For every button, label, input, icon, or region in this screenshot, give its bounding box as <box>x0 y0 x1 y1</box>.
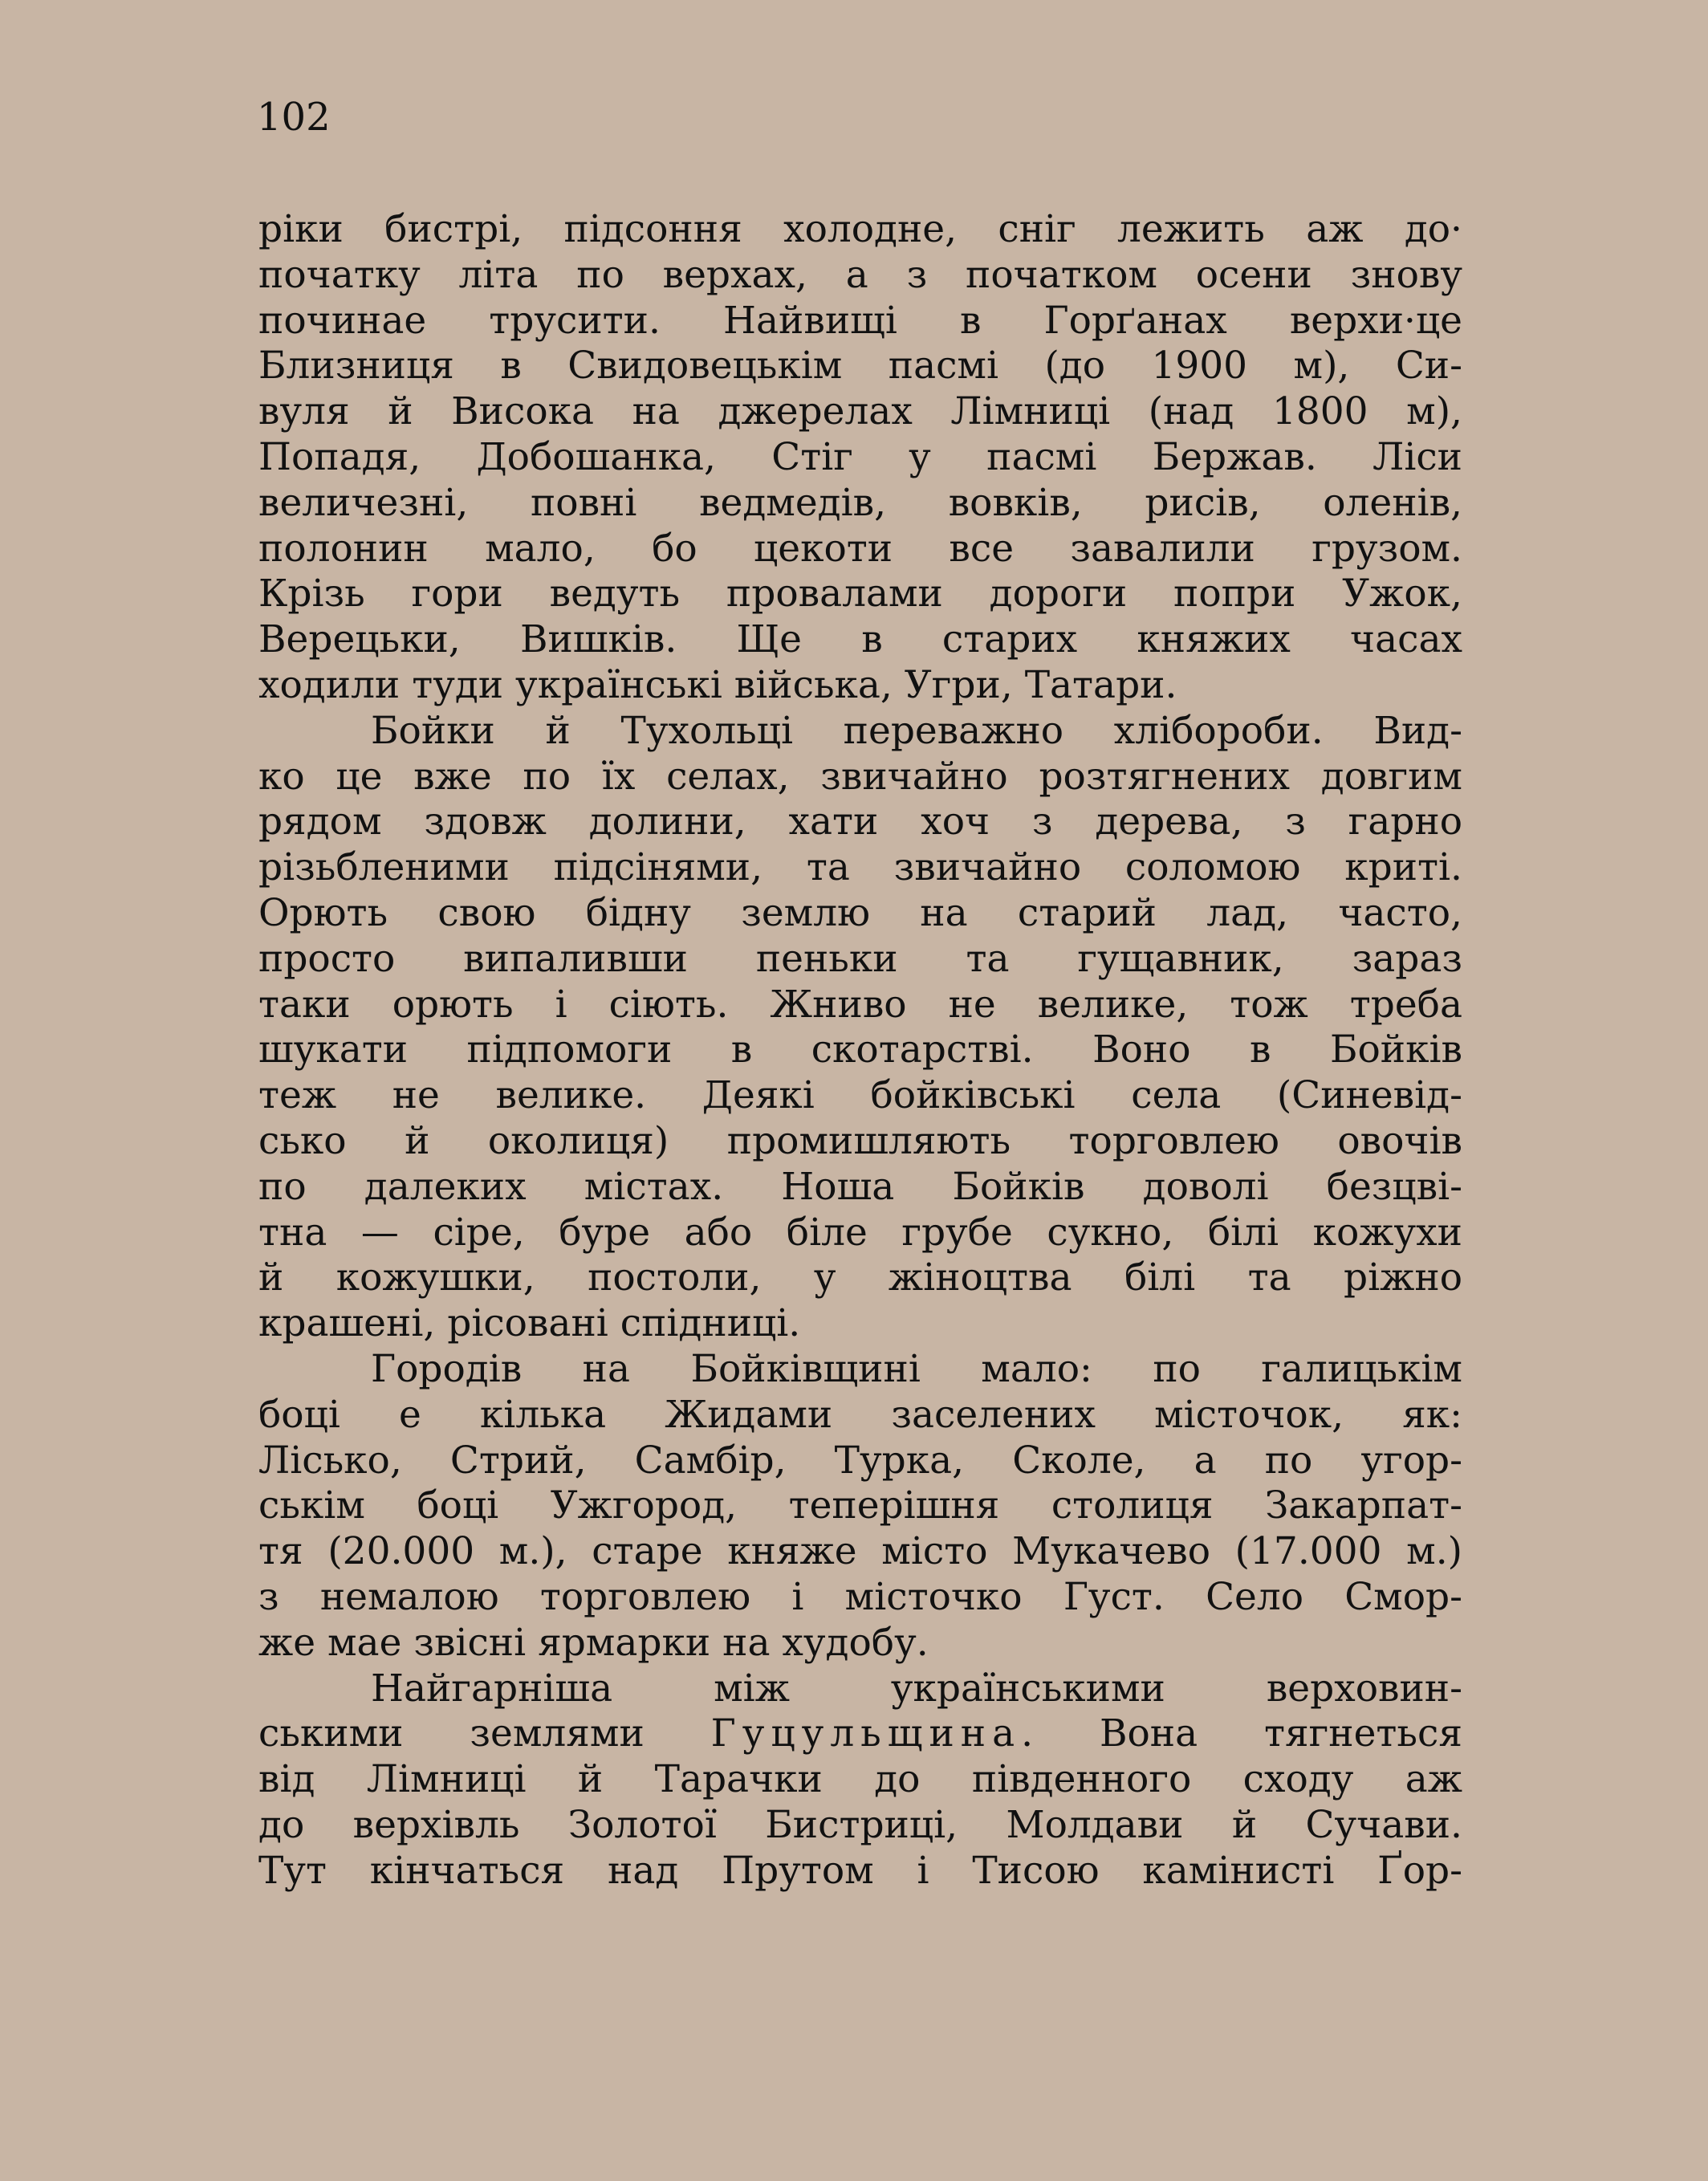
text-line: ко це вже по їх селах, звичайно розтягнених довгим <box>258 754 1462 799</box>
text-line: полонин мало, бо цекоти все завалили грузом. <box>258 526 1462 571</box>
text-fragment: ськими землями <box>258 1711 645 1756</box>
text-line: рядом здовж долини, хати хоч з дерева, з гарно <box>258 800 1462 844</box>
text-line: ріки бистрі, підсоння холодне, сніг лежить аж до· <box>258 207 1462 251</box>
text-line: Лісько, Стрий, Самбір, Турка, Сколе, а по угор- <box>258 1438 1462 1483</box>
text-line: Тут кінчаться над Прутом і Тисою камінисті Ґор- <box>258 1848 1462 1893</box>
text-line: крашені, рісовані спідниці. <box>258 1301 801 1346</box>
paragraph <box>258 709 1462 1347</box>
text-line: теж не велике. Деякі бойківські села (Синевід- <box>258 1073 1462 1118</box>
page-body <box>258 207 1462 1894</box>
text-line: боці е кілька Жидами заселених місточок, як: <box>258 1392 1462 1437</box>
text-line: різьбленими підсінями, та звичайно соломою криті. <box>258 845 1462 890</box>
text-line: сько й околиця) промишляють торговлею овочів <box>258 1118 1462 1163</box>
paragraph <box>258 1347 1462 1666</box>
text-line: й кожушки, постоли, у жіноцтва білі та ріжно <box>258 1255 1462 1300</box>
page-number: 102 <box>257 95 331 140</box>
text-line: до верхівль Золотої Бистриці, Молдави й Сучави. <box>258 1802 1462 1847</box>
text-line: же мае звісні ярмарки на худобу. <box>258 1620 929 1665</box>
text-line <box>258 1711 1462 1757</box>
paragraph <box>258 207 1462 709</box>
text-line: Крізь гори ведуть провалами дороги попри Ужок, <box>258 572 1462 616</box>
text-line: таки орють і сіють. Жниво не велике, тож треба <box>258 982 1462 1027</box>
region-name-spaced: Гуцульщина <box>710 1711 1022 1756</box>
text-line: Попадя, Добошанка, Стіг у пасмі Бержав. Ліси <box>258 434 1462 479</box>
text-line: Городів на Бойківщині мало: по галицькім <box>371 1346 1462 1391</box>
text-line: Близниця в Свидовецькім пасмі (до 1900 м), Си- <box>258 344 1462 389</box>
text-line: починае трусити. Найвищі в Горґанах верхи·це <box>258 298 1462 343</box>
text-line: початку літа по верхах, а з початком осени знову <box>258 252 1462 297</box>
paragraph <box>258 1666 1462 1894</box>
text-line: Орють свою бідну землю на старий лад, часто, <box>258 890 1462 935</box>
text-line: з немалою торговлею і місточко Густ. Село Смор- <box>258 1574 1462 1619</box>
text-line: ходили туди українські війська, Угри, Татари. <box>258 662 1177 707</box>
text-line: тя (20.000 м.), старе княже місто Мукачево (17.000 м.) <box>258 1529 1462 1574</box>
text-line: просто випаливши пеньки та гущавник, зараз <box>258 936 1462 981</box>
text-line: від Лімниці й Тарачки до південного сходу аж <box>258 1757 1462 1802</box>
text-line: шукати підпомоги в скотарстві. Воно в Бойків <box>258 1027 1462 1072</box>
text-line: Верецьки, Вишків. Ще в старих княжих часах <box>258 617 1462 662</box>
text-fragment: . Вона тягнеться <box>1021 1711 1462 1756</box>
text-line: по далеких містах. Ноша Бойків доволі безцві- <box>258 1164 1462 1209</box>
text-line: величезні, повні ведмедів, вовків, рисів, оленів, <box>258 480 1462 525</box>
text-line: тна — сіре, буре або біле грубе сукно, білі кожухи <box>258 1210 1462 1255</box>
text-line: Бойки й Тухольці переважно хлібороби. Вид- <box>371 708 1462 753</box>
text-line: ськім боці Ужгород, теперішня столиця Закарпат- <box>258 1483 1462 1528</box>
text-line: Найгарніша між українськими верховин- <box>371 1666 1462 1711</box>
text-line: вуля й Висока на джерелах Лімниці (над 1800 м), <box>258 389 1462 434</box>
